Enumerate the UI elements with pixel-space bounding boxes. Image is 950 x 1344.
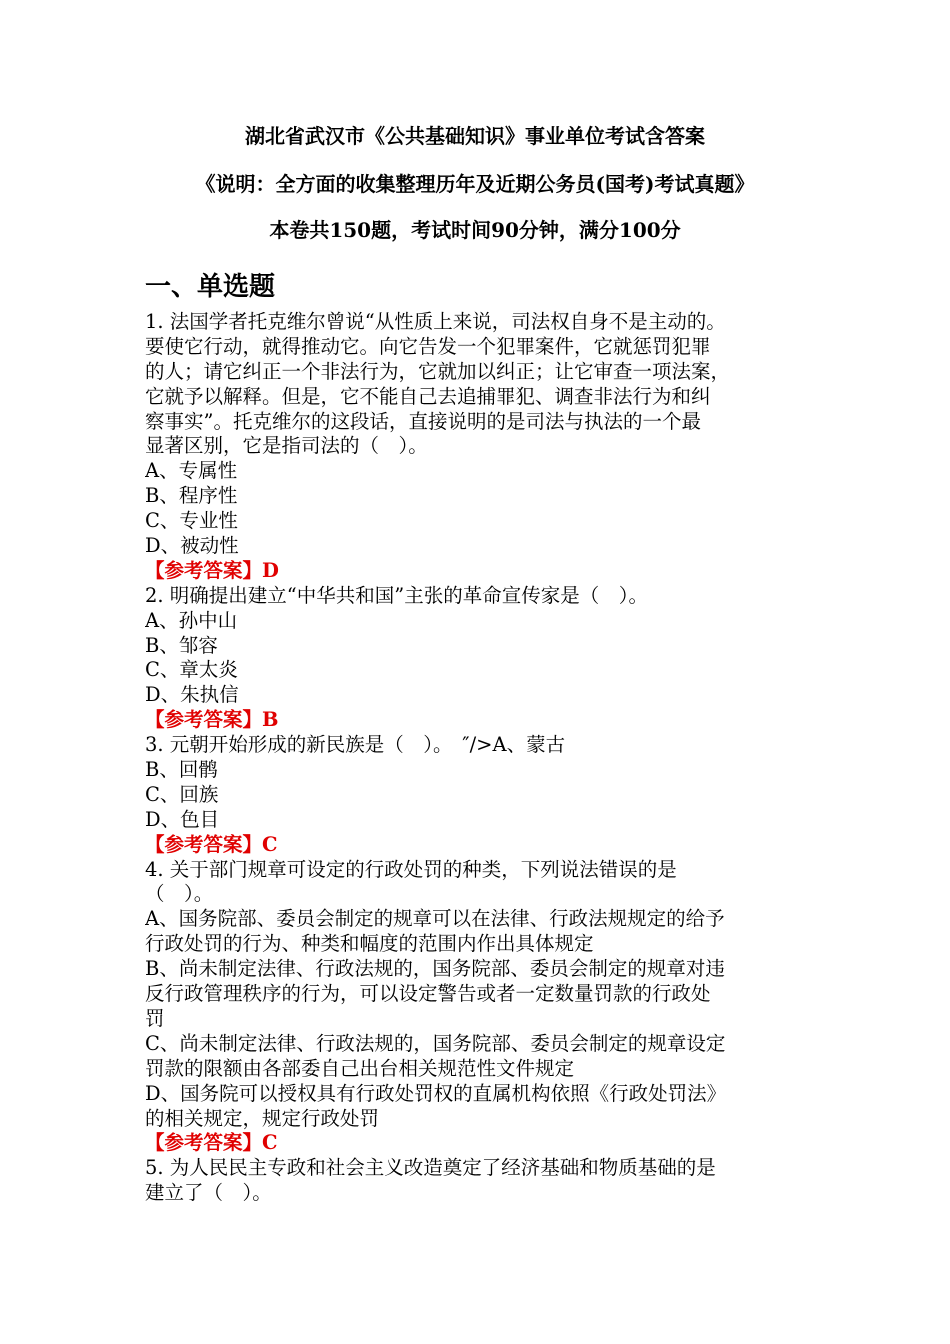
answer-option: [145, 509, 810, 534]
answer-option: [145, 658, 810, 683]
exam-summary: 本卷共150题，考试时间90分钟，满分100分: [269, 218, 681, 242]
answer-option: [145, 808, 810, 833]
answer-option-line: D、被动性: [145, 534, 239, 558]
question-stem-line: 察事实”。托克维尔的这段话，直接说明的是司法与执法的一个最: [145, 409, 701, 433]
question-list: [145, 310, 810, 1206]
answer-option: [145, 609, 810, 634]
question-stem-line: 5. 为人民民主专政和社会主义改造奠定了经济基础和物质基础的是: [145, 1156, 716, 1180]
answer-option-line: A、专属性: [145, 459, 238, 483]
answer-option-line: A、孙中山: [145, 608, 238, 632]
question-stem-line: 1. 法国学者托克维尔曾说“从性质上来说，司法权自身不是主动的。: [145, 310, 726, 333]
answer-option: [145, 1032, 810, 1082]
answer-option-line: 罚: [145, 1006, 165, 1030]
answer-option-line: 的相关规定，规定行政处罚: [145, 1106, 380, 1130]
answer-option-line: C、尚未制定法律、行政法规的，国务院部、委员会制定的规章设定: [145, 1031, 726, 1055]
question-item: [145, 733, 810, 857]
answer-option: [145, 907, 810, 957]
section-heading: 一、单选题: [145, 272, 276, 302]
reference-answer: 【参考答案】D: [145, 558, 279, 582]
answer-option-line: D、色目: [145, 807, 220, 831]
question-stem-line: 2. 明确提出建立“中华共和国”主张的革命宣传家是（ ）。: [145, 583, 648, 607]
answer-option-line: C、回族: [145, 782, 219, 806]
reference-answer: 【参考答案】C: [145, 1131, 278, 1155]
question-stem-line: 要使它行动，就得推动它。向它告发一个犯罪案件，它就惩罚犯罪: [145, 334, 711, 358]
question-item: [145, 1156, 810, 1206]
answer-option: [145, 484, 810, 509]
question-item: [145, 858, 810, 1157]
question-stem-line: 建立了（ ）。: [145, 1181, 272, 1205]
answer-option: [145, 1082, 810, 1132]
answer-option-line: B、邹容: [145, 633, 218, 657]
answer-option: [145, 758, 810, 783]
question-item: [145, 584, 810, 733]
answer-option-line: 罚款的限额由各部委自己出台相关规范性文件规定: [145, 1056, 575, 1080]
question-stem-line: 4. 关于部门规章可设定的行政处罚的种类，下列说法错误的是: [145, 857, 677, 881]
answer-option-line: 反行政管理秩序的行为，可以设定警告或者一定数量罚款的行政处: [145, 982, 711, 1006]
question-stem-line: 显著区别，它是指司法的（ ）。: [145, 434, 428, 458]
document-subtitle: 《说明：全方面的收集整理历年及近期公务员(国考)考试真题》: [195, 172, 755, 196]
answer-option-line: B、尚未制定法律、行政法规的，国务院部、委员会制定的规章对违: [145, 957, 725, 981]
question-stem-line: 的人；请它纠正一个非法行为，它就加以纠正；让它审查一项法案，: [145, 359, 731, 383]
question-stem-line: 3. 元朝开始形成的新民族是（ ）。 ″/>A、蒙古: [145, 733, 566, 757]
answer-option-line: C、专业性: [145, 509, 238, 533]
reference-answer: 【参考答案】B: [145, 708, 279, 732]
reference-answer: 【参考答案】C: [145, 832, 278, 856]
answer-option: [145, 634, 810, 659]
answer-option-line: C、章太炎: [145, 658, 238, 682]
question-item: [145, 310, 810, 584]
answer-option: [145, 683, 810, 708]
answer-option-line: B、回鹘: [145, 758, 218, 782]
answer-option-line: D、朱执信: [145, 683, 239, 707]
answer-option-line: D、国务院可以授权具有行政处罚权的直属机构依照《行政处罚法》: [145, 1081, 727, 1105]
answer-option: [145, 783, 810, 808]
answer-option: [145, 534, 810, 559]
answer-option-line: B、程序性: [145, 484, 238, 508]
question-stem-line: 它就予以解释。但是，它不能自己去追捕罪犯、调查非法行为和纠: [145, 384, 711, 408]
answer-option-line: 行政处罚的行为、种类和幅度的范围内作出具体规定: [145, 932, 594, 956]
answer-option: [145, 459, 810, 484]
document-title: 湖北省武汉市《公共基础知识》事业单位考试含答案: [245, 124, 705, 148]
answer-option-line: A、国务院部、委员会制定的规章可以在法律、行政法规规定的给予: [145, 907, 725, 931]
question-stem-line: （ ）。: [145, 882, 214, 906]
answer-option: [145, 957, 810, 1032]
